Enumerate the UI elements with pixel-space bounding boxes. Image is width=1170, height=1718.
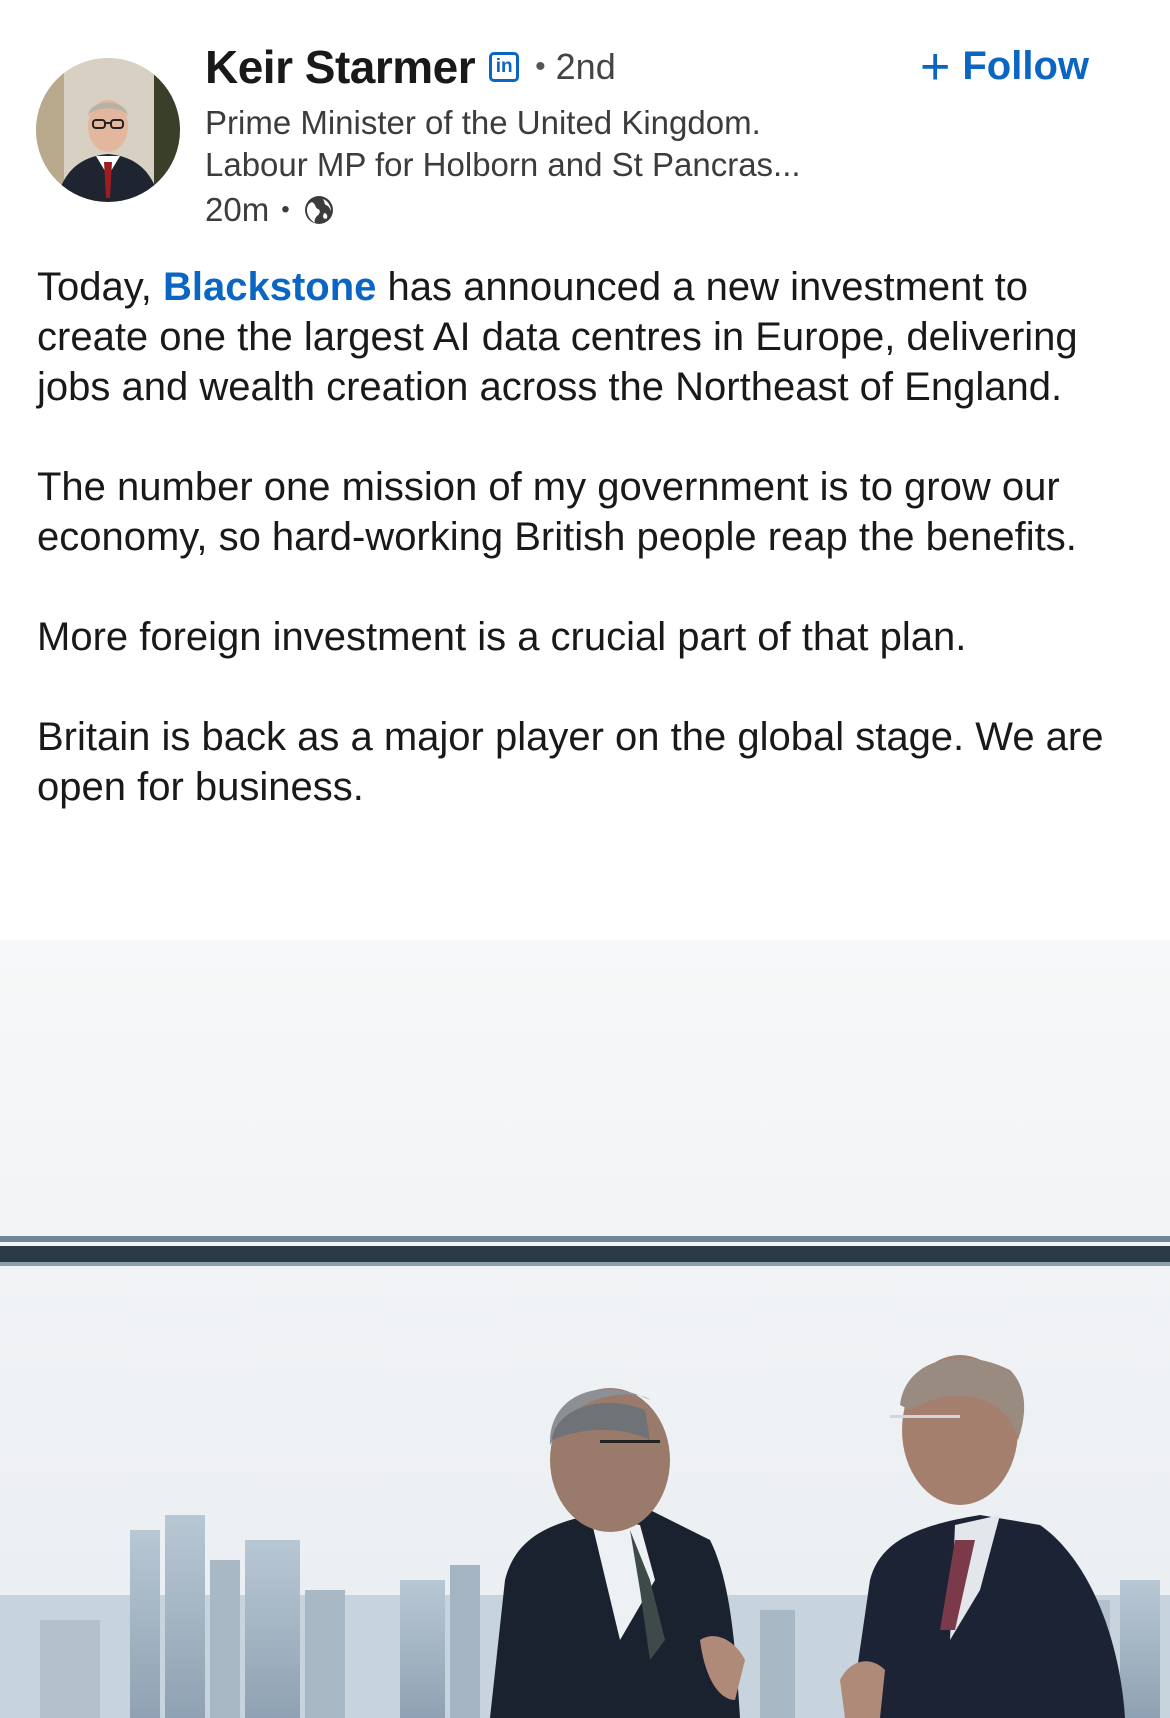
headline-line-2: Labour MP for Holborn and St Pancras... <box>205 146 801 183</box>
post-paragraph-4: Britain is back as a major player on the global stage. We are open for business. <box>37 715 1104 809</box>
post-paragraph-2: The number one mission of my government is to grow our economy, so hard-working British people reap the benefits. <box>37 465 1077 559</box>
author-name-row <box>205 38 925 96</box>
author-headline <box>205 102 925 186</box>
connection-degree: 2nd <box>555 46 616 87</box>
linkedin-badge-text: in <box>495 56 513 77</box>
post-time: 20m <box>205 191 270 228</box>
mention-link[interactable]: Blackstone <box>163 265 377 309</box>
post-meta <box>205 188 925 232</box>
post-text <box>37 262 1137 862</box>
post-paragraph-3: More foreign investment is a crucial part of that plan. <box>37 615 967 659</box>
headline-line-1: Prime Minister of the United Kingdom. <box>205 104 761 141</box>
plus-icon: + <box>920 37 951 96</box>
follow-button[interactable] <box>920 37 1090 96</box>
post-header <box>0 0 1170 230</box>
follow-label: Follow <box>962 44 1090 88</box>
globe-icon <box>302 193 336 227</box>
paragraph-1-start: Today, <box>37 265 163 309</box>
linkedin-premium-icon <box>489 52 519 82</box>
separator-dot: • <box>281 196 290 223</box>
separator-dot: • <box>535 50 546 83</box>
author-name[interactable]: Keir Starmer <box>205 41 476 93</box>
paragraph-1-rest: has announced a new investment to create one the largest AI data centres in Europe, delivering jobs and wealth creation across the Northeast of England. <box>37 265 1078 409</box>
author-avatar[interactable] <box>36 58 180 202</box>
post-paragraph-1 <box>37 262 1137 412</box>
post-image[interactable] <box>0 940 1170 1718</box>
author-info <box>205 38 925 232</box>
